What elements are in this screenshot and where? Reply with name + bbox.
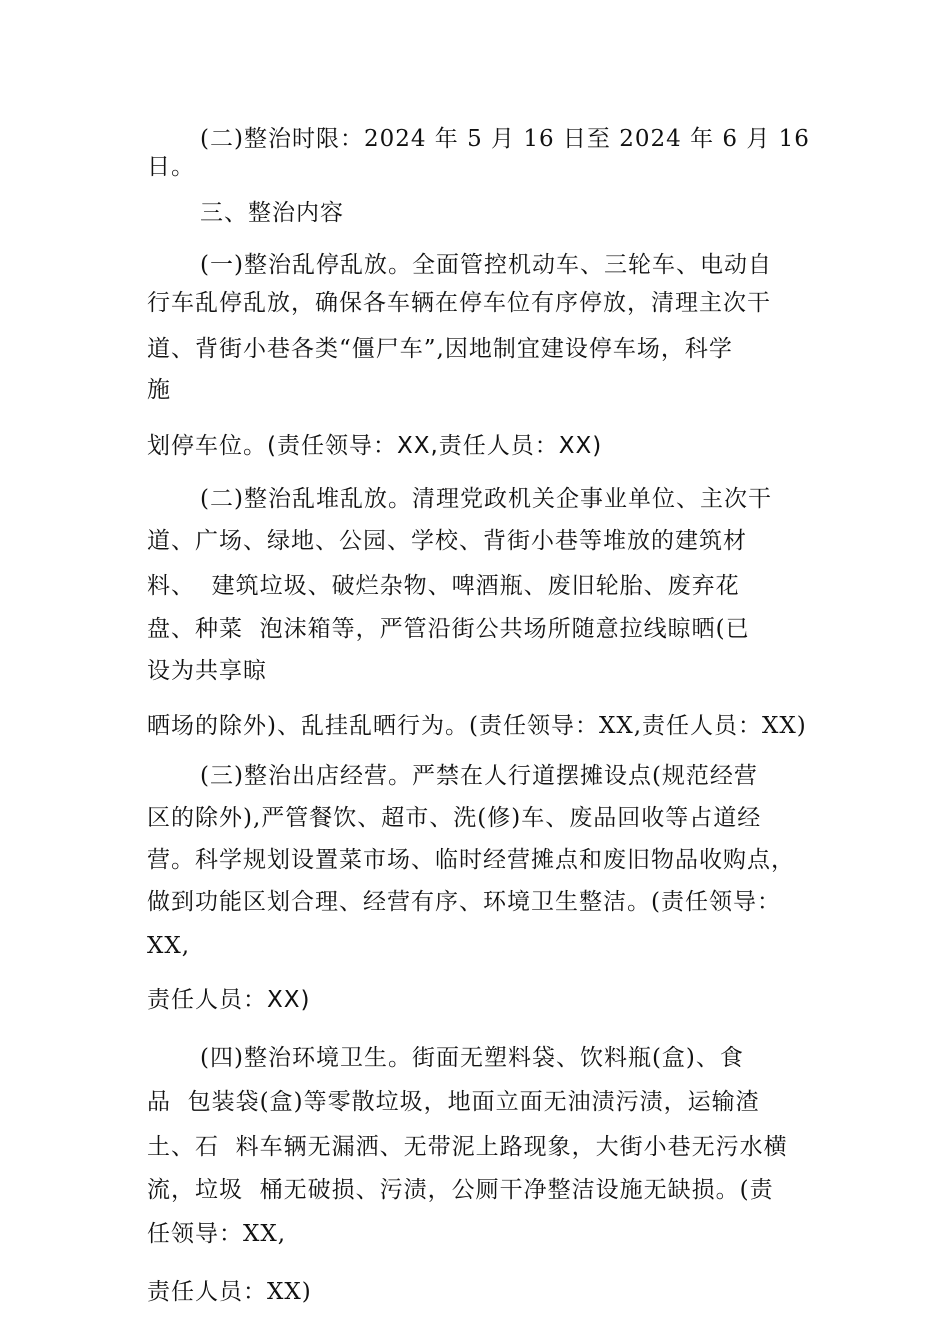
paragraph-line: (三)整治出店经营。严禁在人行道摆摊设点(规范经营 [200,763,758,789]
paragraph-line: 盘、种菜 泡沫箱等，严管沿街公共场所随意拉线晾晒(已 [147,616,750,642]
paragraph-line: 日。 [147,154,195,180]
paragraph-line: 做到功能区划合理、经营有序、环境卫生整洁。(责任领导： [147,889,781,915]
paragraph-line: 道、广场、绿地、公园、学校、背街小巷等堆放的建筑材 [147,528,747,554]
paragraph-line: 料、 建筑垃圾、破烂杂物、啤酒瓶、废旧轮胎、废弃花 [147,573,740,599]
section-heading: 三、整治内容 [200,200,344,226]
paragraph-line: 责任人员：XX) [147,1279,312,1305]
paragraph-line: (四)整治环境卫生。街面无塑料袋、饮料瓶(盒)、食 [200,1045,744,1071]
paragraph-line: (二)整治乱堆乱放。清理党政机关企事业单位、主次干 [200,486,772,512]
paragraph-line: 划停车位。(责任领导：XX,责任人员：XX) [147,433,603,459]
paragraph-line: XX, [147,933,191,959]
paragraph-line: 施 [147,377,171,403]
paragraph-line: 设为共享晾 [147,658,267,684]
paragraph-line: 责任人员：XX) [147,987,311,1013]
paragraph-line: 任领导：XX, [147,1221,287,1247]
paragraph-line: 土、石 料车辆无漏洒、无带泥上路现象，大街小巷无污水横 [147,1134,788,1160]
paragraph-line: (二)整治时限：2024 年 5 月 16 日至 2024 年 6 月 16 [200,126,810,152]
paragraph-line: 行车乱停乱放，确保各车辆在停车位有序停放，清理主次干 [147,290,771,316]
paragraph-line: 营。科学规划设置菜市场、临时经营摊点和废旧物品收购点， [147,847,795,873]
paragraph-line: 品 包装袋(盒)等零散垃圾，地面立面无油渍污渍，运输渣 [147,1089,760,1115]
paragraph-line: (一)整治乱停乱放。全面管控机动车、三轮车、电动自 [200,252,772,278]
paragraph-line: 道、背街小巷各类“僵尸车”,因地制宜建设停车场，科学 [147,336,733,362]
paragraph-line: 晒场的除外)、乱挂乱晒行为。(责任领导：XX,责任人员：XX) [147,713,807,739]
paragraph-line: 流，垃圾 桶无破损、污渍，公厕干净整洁设施无缺损。(责 [147,1177,774,1203]
paragraph-line: 区的除外),严管餐饮、超市、洗(修)车、废品回收等占道经 [147,805,762,831]
